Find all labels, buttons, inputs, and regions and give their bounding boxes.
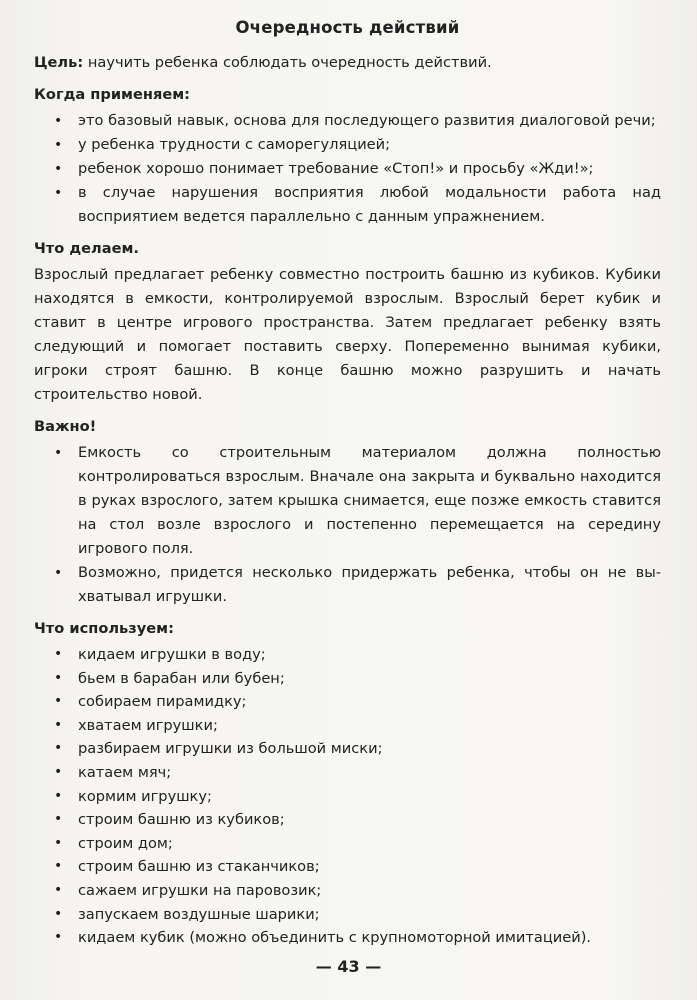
list-item: [54, 832, 661, 856]
list-item-text: у ребенка трудности с саморегуляцией;: [78, 136, 391, 153]
goal-label: Цель:: [34, 54, 84, 71]
what-heading: Что делаем.: [34, 240, 139, 257]
page-title: Очередность действий: [235, 18, 460, 37]
when-heading: Когда применяем:: [34, 86, 190, 103]
goal-paragraph: [34, 51, 661, 75]
list-item: [54, 808, 661, 832]
list-item-text: строим дом;: [78, 834, 173, 852]
list-item-text: это базовый навык, основа для последующего развития диалоговой речи;: [78, 112, 656, 129]
what-paragraph: Взрослый предлагает ребенку совместно построить башню из кубиков. Кубики находятся в емкости, контролируемой взрослым. Взрослый берет кубик и ставит в центре игрового пространства. Затем предлагает ребенку взять следующий и помогает поставить сверху. Попеременно вынимая кубики, игроки строят башню. В конце башню можно разрушить и начать строительство новой.: [34, 266, 661, 403]
list-item: [54, 643, 661, 667]
list-item-text: строим башню из кубиков;: [78, 811, 285, 829]
bullet-icon: •: [54, 161, 63, 177]
list-item-text: катаем мяч;: [78, 763, 172, 781]
list-item-text: Емкость со строительным материалом должна полностью контролироваться взрослым. Вначале она закрыта и буквально находится в руках взрослого, затем крышка снимается, еще позже емкость ставится на стол возле взрослого и постепенно перемещается на середину игрового поля.: [78, 444, 661, 557]
list-item: [54, 667, 661, 691]
list-item-text: кидаем игрушки в воду;: [78, 646, 266, 663]
list-item: [54, 926, 661, 950]
list-item: [54, 737, 661, 761]
list-item: [54, 561, 661, 609]
list-item: [54, 714, 661, 738]
list-item-text: бьем в барабан или бубен;: [78, 669, 285, 687]
bullet-icon: •: [54, 445, 63, 461]
bullet-icon: •: [54, 787, 63, 804]
list-item-text: запускаем воздушные шарики;: [78, 905, 320, 923]
list-item: [54, 879, 661, 903]
bullet-icon: •: [54, 646, 63, 662]
list-item: [54, 181, 661, 229]
uses-heading: Что используем:: [34, 620, 174, 637]
list-item: [54, 903, 661, 927]
bullet-icon: •: [54, 113, 63, 129]
bullet-icon: •: [54, 929, 63, 946]
list-item-text: разбираем игрушки из большой миски;: [78, 740, 383, 758]
bullet-icon: •: [54, 834, 63, 851]
list-item-text: Возможно, придется несколько придержать ребенка, чтобы он не выхватывал игрушки.: [78, 564, 661, 605]
bullet-icon: •: [54, 763, 63, 780]
bullet-icon: •: [54, 811, 63, 828]
list-item: [54, 785, 661, 809]
list-item-text: строим башню из стаканчиков;: [78, 858, 320, 876]
list-item-text: кормим игрушку;: [78, 787, 212, 805]
list-item-text: кидаем кубик (можно объединить с крупномоторной имитацией).: [78, 929, 592, 947]
list-item: [54, 761, 661, 785]
list-item: [54, 109, 661, 133]
bullet-icon: •: [54, 185, 63, 201]
bullet-icon: •: [54, 881, 63, 898]
when-list: [34, 109, 661, 229]
list-item: [54, 157, 661, 181]
bullet-icon: •: [54, 740, 63, 757]
bullet-icon: •: [54, 716, 63, 733]
list-item: [54, 441, 661, 561]
page-number: — 43 —: [315, 957, 382, 976]
bullet-icon: •: [54, 693, 63, 710]
bullet-icon: •: [54, 858, 63, 875]
goal-text: научить ребенка соблюдать очередность действий.: [83, 54, 492, 71]
important-heading: Важно!: [34, 418, 97, 435]
bullet-icon: •: [54, 565, 63, 581]
important-list: [34, 441, 661, 609]
bullet-icon: •: [54, 905, 63, 922]
list-item: [54, 855, 661, 879]
list-item-text: ребенок хорошо понимает требование «Стоп!» и просьбу «Жди!»;: [78, 160, 594, 177]
list-item: [54, 133, 661, 157]
list-item-text: сажаем игрушки на паровозик;: [78, 881, 322, 899]
list-item-text: в случае нарушения восприятия любой модальности работа над восприятием ведется параллельно с данным упражнением.: [78, 184, 661, 225]
bullet-icon: •: [54, 137, 63, 153]
list-item-text: хватаем игрушки;: [78, 716, 218, 734]
bullet-icon: •: [54, 669, 63, 686]
list-item-text: собираем пирамидку;: [78, 693, 247, 711]
uses-list: [34, 643, 661, 950]
list-item: [54, 690, 661, 714]
